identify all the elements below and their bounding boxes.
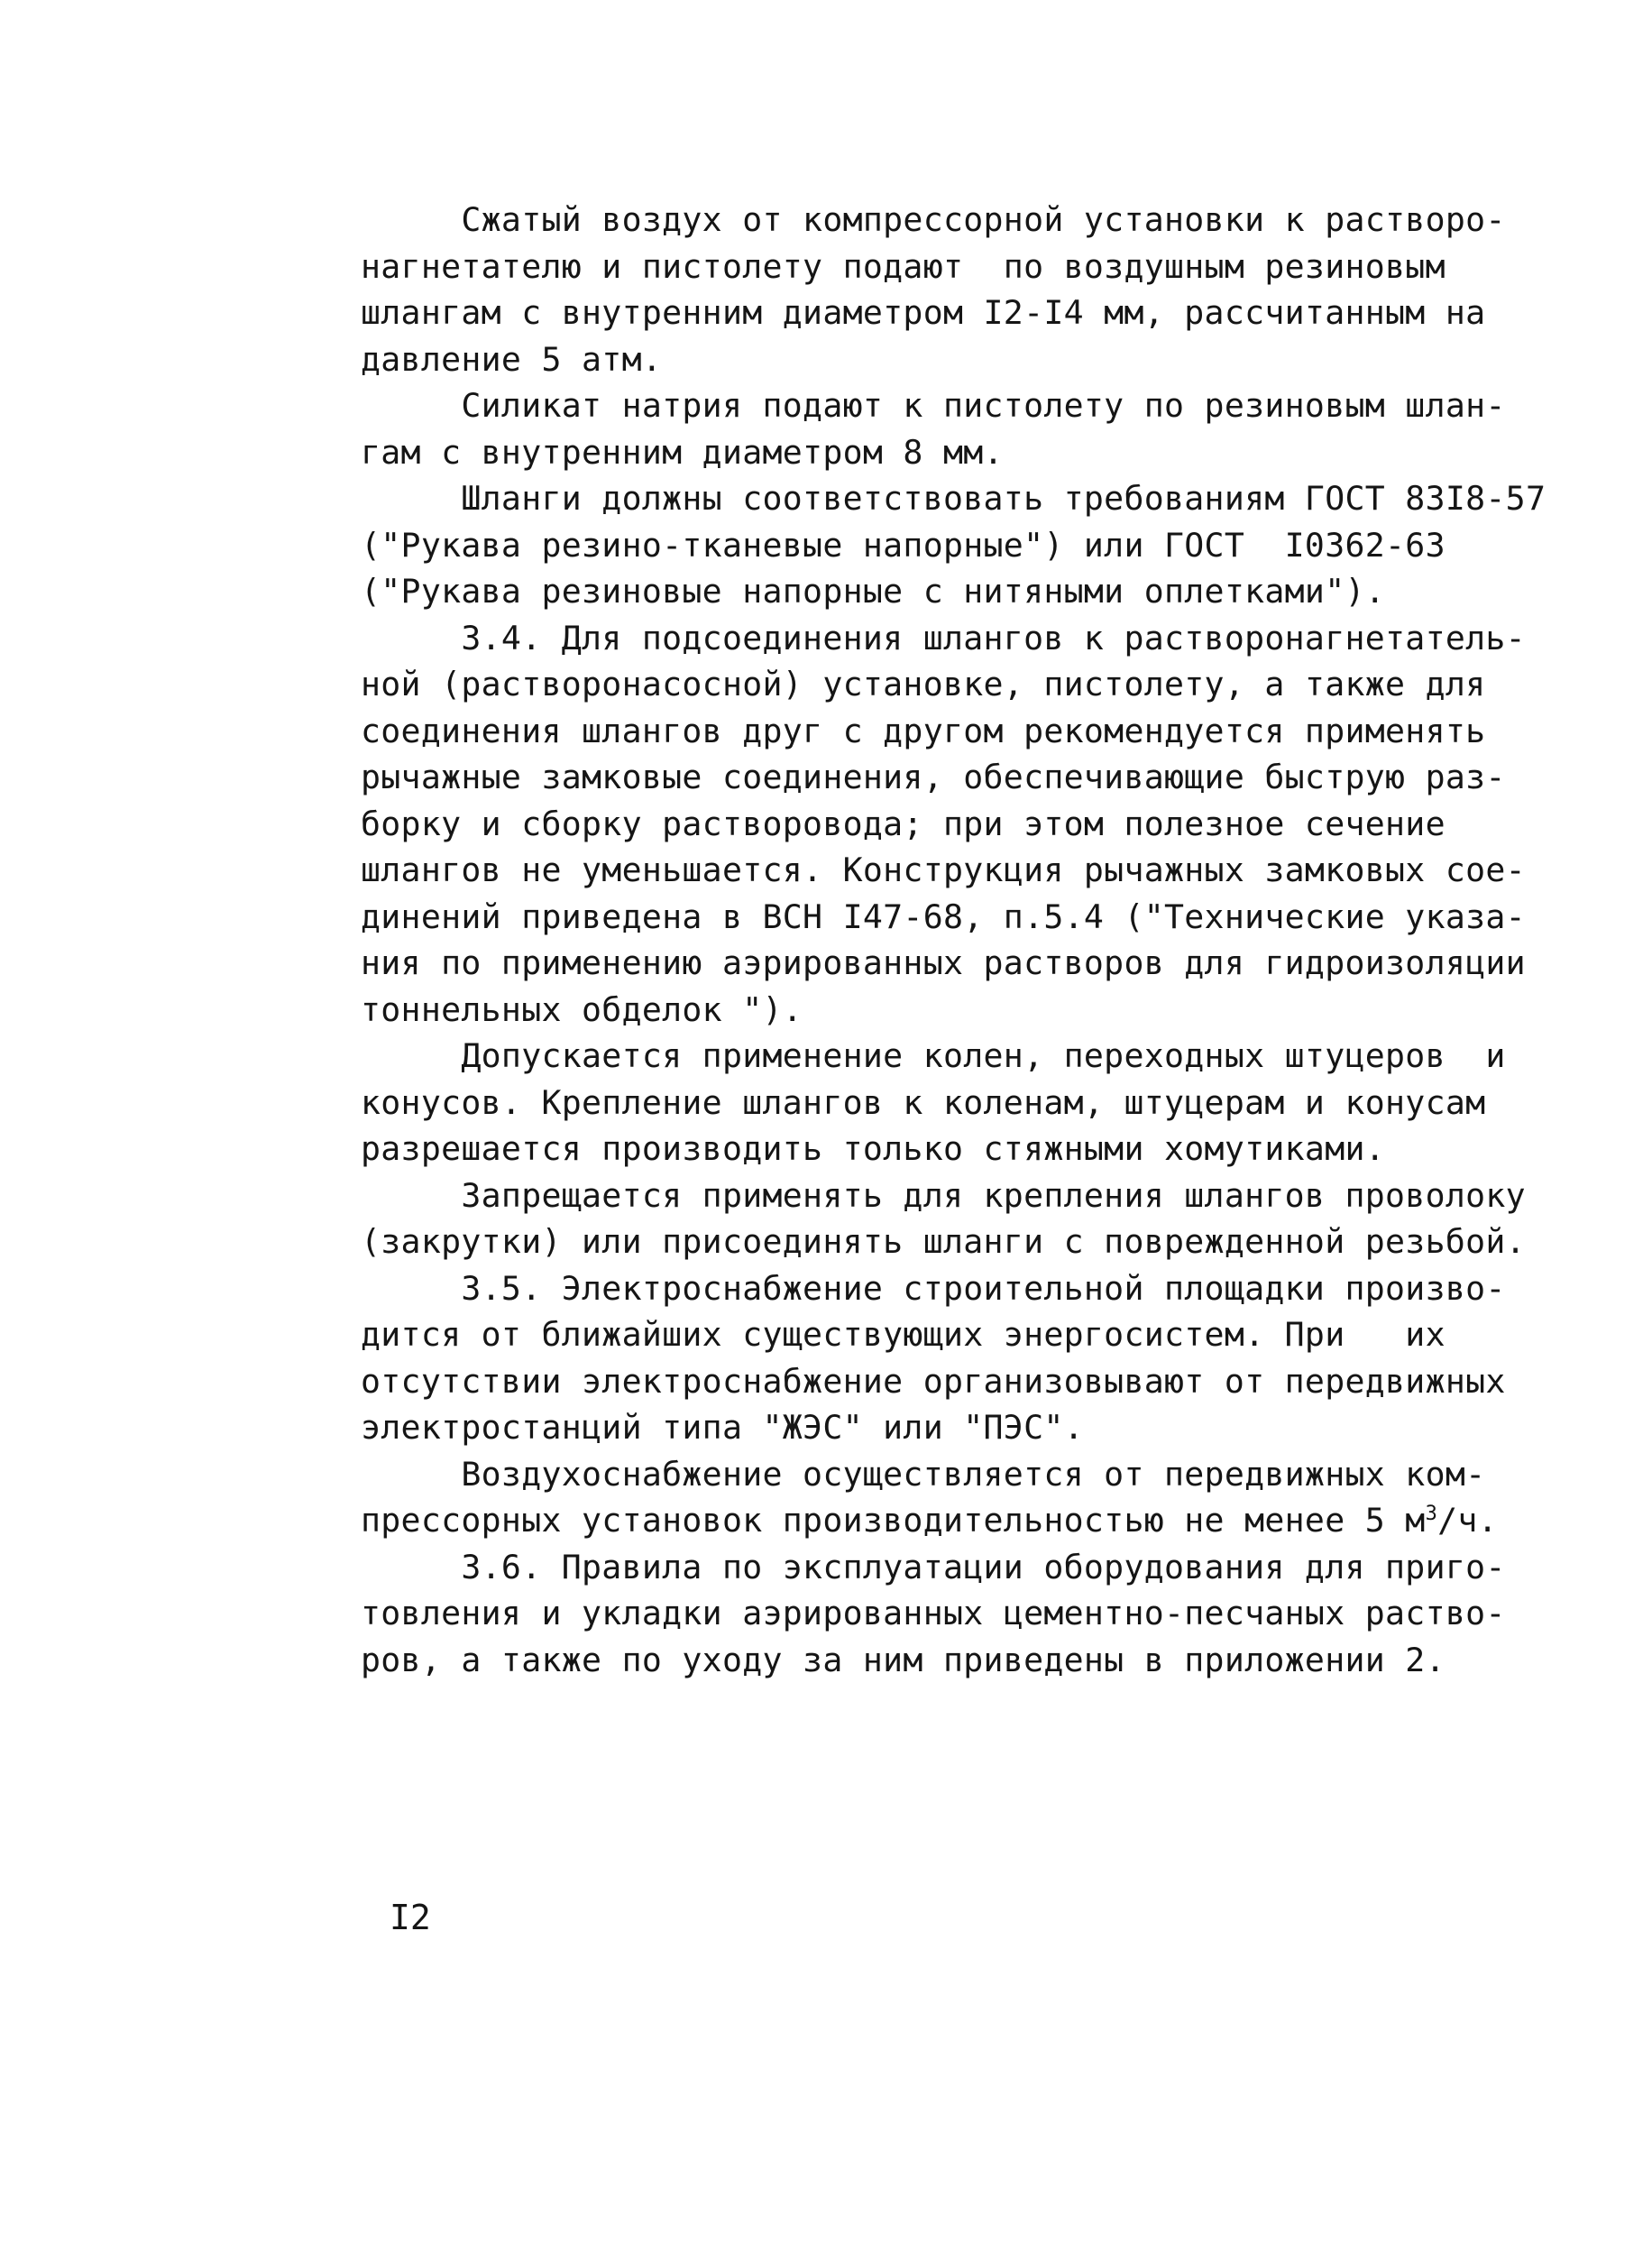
text-line: шлангов не уменьшается. Конструкция рычажных замковых сое-	[361, 851, 1526, 889]
text-line: ("Рукава резино-тканевые напорные") или ГОСТ I0362-63	[361, 525, 1446, 565]
text-line-main: прессорных установок производительностью не менее 5 м	[361, 1501, 1426, 1540]
text-line-tail: /ч.	[1437, 1501, 1498, 1540]
text-line: динений приведена в ВСН I47-68, п.5.4 ("Технические указа-	[361, 897, 1526, 936]
page-number: I2	[390, 1898, 431, 1937]
text-line: ("Рукава резиновые напорные с нитяными оплетками").	[361, 572, 1386, 611]
text-line: Шланги должны соответствовать требованиям ГОСТ 83I8-57	[361, 479, 1546, 518]
text-line: соединения шлангов друг с другом рекомендуется применять	[361, 711, 1486, 750]
text-line: 3.6. Правила по эксплуатации оборудования для приго-	[361, 1547, 1506, 1586]
text-line: 3.5. Электроснабжение строительной площадки произво-	[361, 1268, 1506, 1308]
text-line: 3.4. Для подсоединения шлангов к растворонагнетатель-	[361, 618, 1526, 658]
text-line: отсутствии электроснабжение организовывают от передвижных	[361, 1361, 1506, 1401]
text-line: ров, а также по уходу за ним приведены в приложении 2.	[361, 1640, 1446, 1679]
text-line: Допускается применение колен, переходных штуцеров и	[361, 1036, 1506, 1075]
text-line: дится от ближайших существующих энергосистем. При их	[361, 1315, 1446, 1354]
text-line: борку и сборку раствоpовода; при этом полезное сечение	[361, 804, 1446, 843]
text-line-with-superscript	[361, 1497, 1498, 1544]
text-line: тоннельных обделок ").	[361, 989, 803, 1029]
text-line: Сжатый воздух от компрессорной установки к растворо-	[361, 200, 1506, 239]
text-line: (закрутки) или присоединять шланги с поврежденной резьбой.	[361, 1222, 1526, 1261]
body-text	[361, 197, 1546, 1683]
text-line: товления и укладки аэрированных цементно-песчаных раство-	[361, 1594, 1506, 1632]
text-line: шлангам с внутренним диаметром I2-I4 мм, рассчитанным на	[361, 293, 1486, 332]
text-line: гам с внутренним диаметром 8 мм.	[361, 432, 1004, 472]
text-line: Запрещается применять для крепления шлангов проволоку	[361, 1175, 1526, 1215]
text-line: Силикат натрия подают к пистолету по резиновым шлан-	[361, 386, 1506, 425]
text-line: конусов. Крепление шлангов к коленам, штуцерам и конусам	[361, 1082, 1486, 1122]
superscript: 3	[1425, 1502, 1438, 1525]
text-line: нагнетателю и пистолету подают по воздушным резиновым	[361, 246, 1446, 286]
text-line: ния по применению аэрированных растворов для гидроизоляции	[361, 943, 1526, 982]
text-line: Воздухоснабжение осуществляется от передвижных ком-	[361, 1454, 1486, 1494]
text-line: давление 5 атм.	[361, 339, 663, 379]
text-line: рычажные замковые соединения, обеспечивающие быструю раз-	[361, 758, 1506, 796]
text-line: разрешается производить только стяжными хомутиками.	[361, 1129, 1386, 1168]
text-line: ной (растворонасосной) установке, пистолету, а также для	[361, 665, 1486, 703]
text-line: электростанций типа "ЖЭС" или "ПЭС".	[361, 1408, 1084, 1447]
